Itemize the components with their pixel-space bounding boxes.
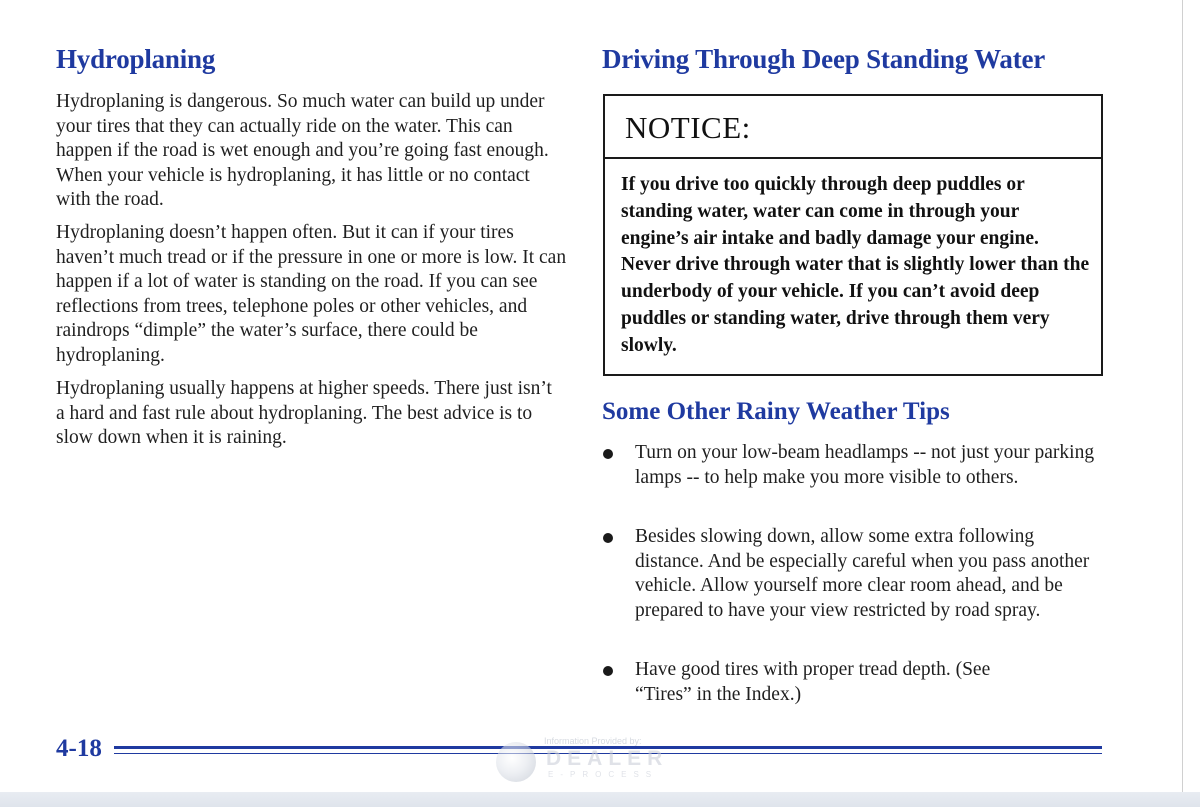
paragraph-2: Hydroplaning doesn’t happen often. But it can if your tires haven’t much tread or if the pressure in one or more is low. It can happen if a lot of water is standing on the road. If you can see reflections from trees, telephone poles or other vehicles, and raindrops “dimple” the water’s surface, there could be hydroplaning. (56, 222, 567, 366)
watermark-brand: DEALER (546, 747, 669, 770)
paragraph-3: Hydroplaning usually happens at higher speeds. There just isn’t a hard and fast rule about hydroplaning. The best advice is to slow down when it is raining. (56, 378, 552, 448)
paragraph-1: Hydroplaning is dangerous. So much water can build up under your tires that they can actually ride on the water. This can happen if the road is wet enough and you’re going fast enough. When your vehicle is hydroplaning, it has little or no contact with the road. (56, 91, 549, 210)
list-item (600, 658, 1100, 708)
list-item-text: Have good tires with proper tread depth. (See “Tires” in the Index.) (635, 659, 991, 705)
watermark-logo (496, 736, 696, 786)
section-heading-deep-water: Driving Through Deep Standing Water (602, 44, 1046, 74)
watermark-sub: E-PROCESS (548, 770, 659, 779)
section-heading-hydroplaning: Hydroplaning (56, 44, 216, 74)
list-item (600, 525, 1100, 650)
list-item-text: Turn on your low-beam headlamps -- not just your parking lamps -- to help make you more visible to others. (635, 442, 1095, 488)
section-heading-rainy-tips: Some Other Rainy Weather Tips (602, 398, 950, 425)
list-item (600, 441, 1100, 516)
page-number: 4-18 (56, 735, 102, 762)
globe-icon (496, 742, 536, 782)
notice-title: NOTICE: (625, 110, 751, 145)
bullet-icon (603, 666, 613, 676)
page-bottom-edge (0, 792, 1200, 807)
page-edge (1182, 0, 1183, 792)
notice-divider (605, 157, 1101, 159)
list-item-text: Besides slowing down, allow some extra following distance. And be especially careful when you pass another vehicle. Allow yourself more clear room ahead, and be prepared to have your view restricted by road spray. (635, 526, 1090, 621)
bullet-icon (603, 533, 613, 543)
notice-box (603, 94, 1103, 376)
notice-text: If you drive too quickly through deep puddles or standing water, water can come in through your engine’s air intake and badly damage your engine. Never drive through water that is slightly lower than the underbody of your vehicle. If you can’t avoid deep puddles or standing water, drive through them very slowly. (621, 174, 1090, 356)
watermark-caption: Information Provided by: (544, 736, 642, 746)
bullet-icon (603, 449, 613, 459)
